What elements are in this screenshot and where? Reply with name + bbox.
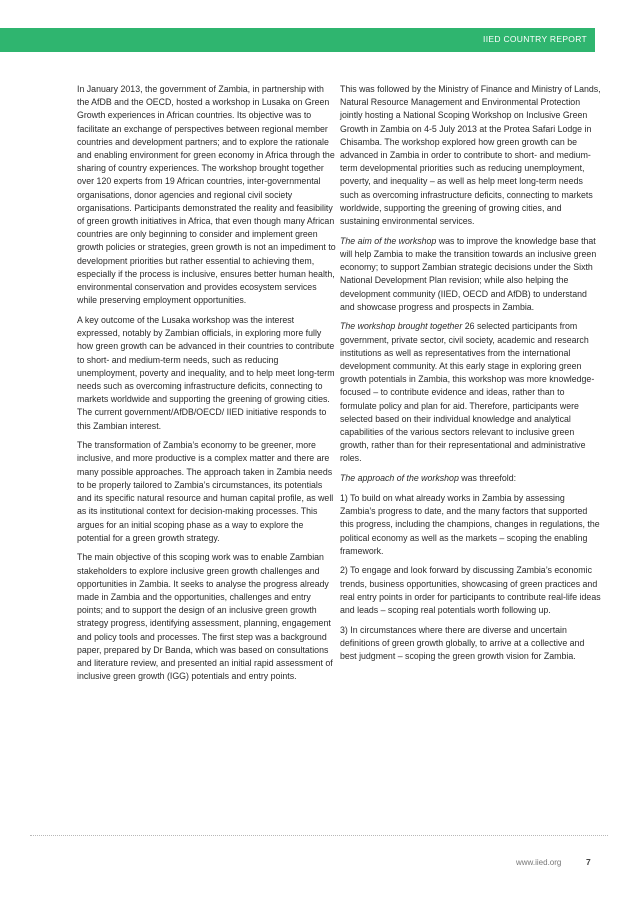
paragraph-body: was to improve the knowledge base that will help Zambia to make the transition towards an inclusive green economy; to support Zambian strategic decisions under the Sixth National Development Plan revision; while also helping the development community (IIED, OECD and AfDB) to understand and showcase progress and prospects in Zambia.	[340, 235, 597, 312]
list-item: 2) To engage and look forward by discussing Zambia’s economic trends, business opportunities, showcasing of green practices and real entry points in order for participants to contribute real-life ideas and leads – scoping real potentials worth following up.	[340, 565, 601, 616]
left-column	[77, 83, 338, 690]
paragraph: The main objective of this scoping work was to enable Zambian stakeholders to explore inclusive green growth challenges and opportunities in Zambia. It seeks to analyse the progress already made in Zambia and the opportunities, challenges and entry points; and to support the design of an inclusive green growth strategy progress, identifying assessment, planning, engagement and policy tools and processes. The first step was a background paper, prepared by Dr Banda, which was based on consultations and literature review, and presented an initial rapid assessment of inclusive green growth (IGG) potentials and entry points.	[77, 552, 333, 682]
paragraph: A key outcome of the Lusaka workshop was the interest expressed, notably by Zambian officials, in exploring more fully how green growth can be advanced in their countries to contribute to short- and medium-term needs, such as reducing unemployment, poverty and inequality, and to help meet long-term needs such as overcoming infrastructure deficits, connecting to markets worldwide and supporting the greening of growing cities. The current government/AfDB/OECD/ IIED initiative responds to this Zambian interest.	[77, 314, 335, 431]
list-item: 3) In circumstances where there are diverse and uncertain definitions of green growth globally, to arrive at a collective and best judgment – scoping the green growth vision for Zambia.	[340, 624, 585, 662]
paragraph-lead: The workshop brought together	[340, 321, 463, 332]
right-column	[340, 83, 601, 670]
paragraph	[340, 472, 601, 485]
paragraph-body: 26 selected participants from government, private sector, civil society, academic and research institutions as well as representatives from the international development community. At this early stage in exploring green growth potentials in Zambia, this workshop was more knowledge-focused – to contribute evidence and ideas, rather than to formulate policy and plan for aid. Therefore, participants were selected based on their individual knowledge and analytical capabilities of the various sectors relevant to inclusive green growth, rather than for their representational and administrative roles.	[340, 321, 595, 464]
footer-divider	[30, 835, 608, 836]
paragraph-lead: The aim of the workshop	[340, 235, 437, 246]
paragraph	[340, 320, 601, 465]
paragraph	[340, 235, 601, 314]
header-banner	[0, 28, 595, 52]
paragraph: This was followed by the Ministry of Finance and Ministry of Lands, Natural Resource Management and Environmental Protection jointly hosting a National Scoping Workshop on Inclusive Green Growth in Zambia on 4-5 July 2013 at the Protea Safari Lodge in Chisamba. The workshop explored how green growth can be advanced in Zambia in order to contribute to short- and medium-term developmental priorities such as reducing unemployment, poverty, and inequality – as well as help meet long-term needs such as overcoming infrastructure deficits, connecting to markets worldwide, supporting the greening of growing cities, and sustaining environmental services.	[340, 84, 601, 227]
list-item: 1) To build on what already works in Zambia by assessing Zambia’s progress to date, and the many factors that supported this progress, including the champions, changes in regulations, the political economy as well as the markets – scoping the enabling framework.	[340, 492, 600, 556]
paragraph-body: was threefold:	[458, 473, 517, 484]
paragraph: The transformation of Zambia’s economy to be greener, more inclusive, and more productive is a complex matter and there are many possible approaches. The approach taken in Zambia needs to be properly tailored to Zambia’s circumstances, its potentials and its specific natural resource and human capital profile, as well as its institutional context for decision-making processes. This argues for an initial scoping phase as a way to explore the potential for a green growth strategy.	[77, 440, 334, 543]
page-number: 7	[586, 857, 591, 867]
footer-url-link[interactable]: www.iied.org	[516, 858, 562, 867]
paragraph: In January 2013, the government of Zambia, in partnership with the AfDB and the OECD, hosted a workshop in Lusaka on Green Growth experiences in African countries. Its objective was to facilitate an exchange of perspectives between regional member countries and development partners; and to explore the rationale and enabling environment for green economy in Africa through the sharing of country experiences. The workshop brought together over 120 experts from 19 African countries, inter-governmental organisations, donor agencies and regional civil society organisations. Participants demonstrated the reality and feasibility of green growth initiatives in Africa, that even though many African countries are only beginning to consider and implement green growth policies or strategies, green growth is not an impediment to development priorities but rather essential to achieving them, especially if the process is inclusive, ensures better human health, environmental conservation and provides ecosystem services while preserving employment opportunities.	[77, 84, 336, 306]
paragraph-lead: The approach of the workshop	[340, 473, 459, 484]
report-series-label: IIED COUNTRY REPORT	[483, 34, 587, 44]
